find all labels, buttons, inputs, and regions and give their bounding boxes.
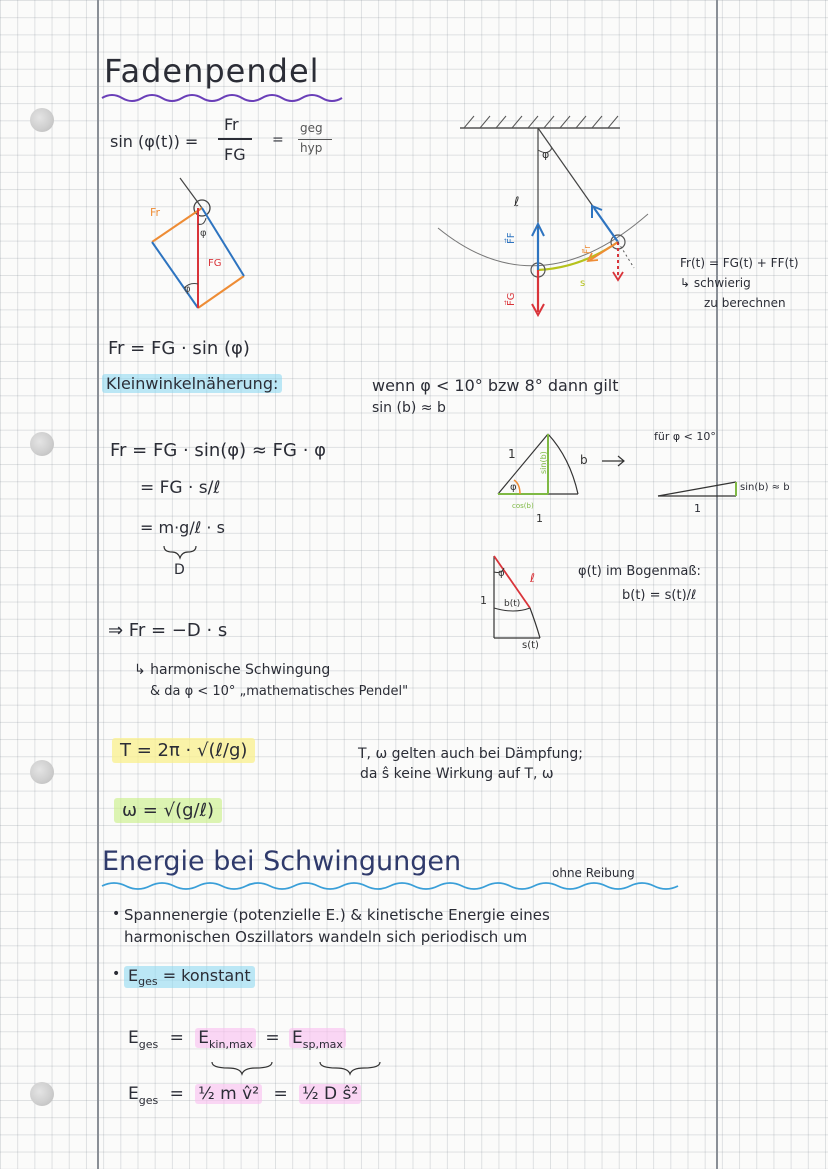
bullet-1-dot: •	[112, 906, 121, 922]
side-note-arrow: ↳ schwierig	[680, 276, 751, 290]
damping-line-1: T, ω gelten auch bei Dämpfung;	[358, 746, 583, 762]
eq2-sub: ges	[138, 1094, 159, 1107]
esp-sub: sp,max	[302, 1038, 343, 1051]
small-fr-label: Fr	[150, 206, 161, 219]
small-fg-label: FG	[208, 258, 222, 269]
bullet-1-line-1: Spannenergie (potenzielle E.) & kinetische Energie eines	[124, 906, 550, 924]
tri1-label-phi: φ	[510, 482, 517, 493]
eq2-eq: =	[169, 1084, 184, 1104]
energy-eq-1	[128, 1028, 346, 1051]
eges-sub: ges	[138, 1038, 159, 1051]
ekin-term	[195, 1028, 256, 1051]
eq2-eq2: =	[273, 1084, 288, 1104]
damping-line-2: da ŝ keine Wirkung auf T, ω	[360, 766, 554, 782]
esp-e: E	[291, 1028, 303, 1048]
eq1-eq: =	[169, 1028, 184, 1048]
punch-hole-3	[30, 760, 54, 784]
pendulum-phi: φ	[542, 148, 550, 161]
result-equation: ⇒ Fr = −D · s	[108, 620, 228, 641]
tri3-label-phi: φ	[498, 568, 505, 579]
bullet-2-ges: ges	[138, 975, 158, 988]
formula-eq: =	[272, 132, 284, 148]
pendulum-fr: F⃗r	[583, 245, 593, 254]
formula-geg-bar	[298, 139, 332, 140]
tri3-label-1: 1	[480, 594, 487, 607]
bullet-2-dot: •	[112, 966, 121, 982]
title-underline	[100, 92, 340, 106]
tri1-label-1: 1	[508, 447, 516, 461]
energy-title: Energie bei Schwingungen	[102, 846, 462, 877]
bogenmass-equation: b(t) = s(t)/ℓ	[622, 588, 697, 603]
tri1-label-base: 1	[536, 512, 543, 525]
eges-e: E	[128, 1028, 139, 1048]
tri1-label-cos: cos(b)	[512, 502, 534, 510]
flat-triangle-shape	[658, 482, 736, 496]
formula-geg: geg	[300, 121, 323, 135]
kleinwinkel-sin: sin (b) ≈ b	[372, 400, 446, 416]
esp-term	[289, 1028, 346, 1051]
formula-fg: FG	[224, 145, 246, 164]
punch-hole-4	[30, 1082, 54, 1106]
derivation-line-3: = m·g/ℓ · s	[140, 518, 225, 537]
harmonic-line-2: & da φ < 10° „mathematisches Pendel"	[150, 684, 409, 699]
kleinwinkel-title: Kleinwinkelnäherung:	[102, 374, 282, 393]
ekin-e: E	[198, 1028, 210, 1048]
energy-subtitle: ohne Reibung	[552, 866, 635, 880]
pendulum-diagram	[430, 110, 670, 320]
arrow-right	[602, 456, 624, 466]
formula-fr: Fr	[224, 115, 239, 134]
blue-tension-arrow	[592, 206, 618, 242]
tri3-label-l: ℓ	[530, 571, 535, 585]
harmonic-line-1: ↳ harmonische Schwingung	[134, 662, 331, 678]
pendulum-s: s	[580, 278, 586, 289]
formula-hyp: hyp	[300, 141, 323, 155]
red-down-arrow	[532, 270, 544, 315]
derivation-brace	[162, 544, 202, 560]
bullet-2-rest: = konstant	[162, 966, 251, 985]
tri1-label-b: b	[580, 453, 588, 467]
omega-formula: ω = √(g/ℓ)	[114, 798, 222, 823]
pendulum-l: ℓ	[514, 195, 520, 210]
punch-hole-2	[30, 432, 54, 456]
kleinwinkel-condition: wenn φ < 10° bzw 8° dann gilt	[372, 376, 619, 395]
small-phi-top: φ	[200, 228, 207, 239]
derivation-line-2: = FG · s/ℓ	[140, 478, 221, 498]
derivation-line-1: Fr = FG · sin(φ) ≈ FG · φ	[110, 440, 327, 461]
tri3-label-bt: b(t)	[504, 599, 521, 609]
ekin-sub: kin,max	[209, 1038, 253, 1051]
sin-formula-lhs: sin (φ(t)) =	[110, 132, 199, 151]
left-margin-line	[97, 0, 99, 1169]
bullet-2-text	[124, 966, 255, 988]
force-decomposition-diagram	[140, 170, 270, 330]
derivation-d-label: D	[174, 562, 185, 578]
fr-main-equation: Fr = FG · sin (φ)	[108, 338, 250, 359]
right-margin-line	[716, 0, 718, 1169]
pendulum-fg: F⃗G	[506, 292, 517, 306]
eq1-eq2: =	[265, 1028, 280, 1048]
energy-eq-2	[128, 1084, 361, 1107]
period-formula: T = 2π · √(ℓ/g)	[112, 738, 255, 763]
flat-triangle-diagram	[656, 478, 746, 518]
side-note-equation: Fr(t) = FG(t) + FF(t)	[680, 256, 799, 270]
side-note-text: zu berechnen	[704, 296, 786, 310]
string-line	[180, 178, 202, 208]
green-path	[538, 242, 618, 270]
energy-braces	[210, 1058, 410, 1076]
tri1-label-sin: sin(b)	[539, 451, 548, 474]
for-small-angle: für φ < 10°	[654, 430, 716, 443]
tri2-label-base: 1	[694, 502, 701, 515]
pendulum-ff: F⃗F	[506, 232, 517, 244]
eq2-sp-term: ½ D ŝ²	[299, 1084, 361, 1104]
bullet-1-line-2: harmonischen Oszillators wandeln sich periodisch um	[124, 928, 528, 946]
tri3-label-st: s(t)	[522, 640, 539, 651]
page-title: Fadenpendel	[104, 52, 320, 90]
bullet-2-e: E	[128, 966, 139, 985]
formula-fraction-bar	[218, 138, 252, 140]
unit-triangle-diagram	[490, 428, 640, 528]
energy-title-underline	[100, 880, 700, 894]
eq2-e: E	[128, 1084, 139, 1104]
small-phi-bottom: φ	[184, 284, 191, 295]
eq2-kin-term: ½ m v̂²	[195, 1084, 262, 1104]
bogenmass-title: φ(t) im Bogenmaß:	[578, 564, 701, 579]
punch-hole-1	[30, 108, 54, 132]
arc-triangle-diagram	[474, 550, 574, 650]
tri2-label-sin: sin(b) ≈ b	[740, 482, 790, 493]
dashed-tangent	[618, 242, 634, 268]
blue-up-arrow	[532, 224, 544, 270]
ceiling	[460, 116, 620, 128]
